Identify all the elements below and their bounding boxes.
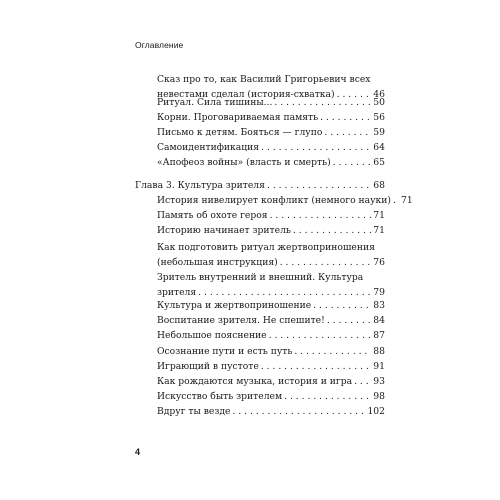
dot-leader bbox=[293, 223, 371, 238]
toc-entry-title: Как рождаются музыка, история и игра bbox=[157, 376, 353, 387]
toc-chapter-entry bbox=[135, 178, 385, 193]
toc-entry-title: зрителя bbox=[157, 287, 197, 298]
toc-entry bbox=[157, 208, 385, 223]
dot-leader bbox=[320, 110, 371, 125]
toc-entry-page: 64 bbox=[373, 142, 385, 153]
toc-entry-page: 87 bbox=[373, 330, 385, 341]
toc-entry-page: 71 bbox=[373, 210, 385, 221]
toc-entry-title: Ритуал. Сила тишины... bbox=[157, 97, 273, 108]
toc-entry-title: Корни. Проговариваемая память bbox=[157, 112, 319, 123]
toc-entry-page: 102 bbox=[367, 406, 385, 417]
toc-entry-title: Самоидентификация bbox=[157, 142, 260, 153]
toc-entry-page: 71 bbox=[401, 195, 413, 206]
toc-entry bbox=[157, 95, 385, 110]
running-head: Оглавление bbox=[135, 40, 184, 50]
toc-entry-page: 76 bbox=[373, 257, 385, 268]
toc-entry-page: 79 bbox=[373, 287, 385, 298]
toc-entry bbox=[157, 140, 385, 155]
toc-entry-page: 83 bbox=[373, 300, 385, 311]
toc-entry-page: 91 bbox=[373, 361, 385, 372]
toc-chapter-title: Глава 3. Культура зрителя bbox=[135, 180, 265, 191]
toc-entry bbox=[157, 389, 385, 404]
toc-entry-title-line: Как подготовить ритуал жертвоприношения bbox=[157, 242, 375, 253]
toc-entry bbox=[157, 155, 385, 170]
dot-leader bbox=[267, 178, 371, 193]
toc-entry bbox=[157, 374, 385, 389]
toc-entry bbox=[157, 193, 413, 208]
toc-entry-page: 56 bbox=[373, 112, 385, 123]
toc-entry bbox=[157, 298, 385, 313]
toc-entry-title-line: Сказ про то, как Василий Григорьевич всех bbox=[157, 74, 371, 85]
toc-entry bbox=[157, 240, 385, 270]
dot-leader bbox=[294, 344, 371, 359]
dot-leader bbox=[393, 193, 399, 208]
toc-entry-page: 98 bbox=[373, 391, 385, 402]
toc-entry-title: История нивелирует конфликт (немного науки) bbox=[157, 195, 391, 206]
toc-entry bbox=[157, 328, 385, 343]
toc-entry-title: Вдруг ты везде bbox=[157, 406, 231, 417]
dot-leader bbox=[324, 125, 371, 140]
toc-entry-title: Письмо к детям. Бояться — глупо bbox=[157, 127, 323, 138]
toc-entry-page: 88 bbox=[373, 346, 385, 357]
toc-entry-title: «Апофеоз войны» (власть и смерть) bbox=[157, 157, 331, 168]
toc-entry bbox=[157, 125, 385, 140]
toc-entry-page: 50 bbox=[373, 97, 385, 108]
toc-entry-page: 46 bbox=[373, 89, 385, 100]
toc-entry-title: Искусство быть зрителем bbox=[157, 391, 283, 402]
dot-leader bbox=[280, 255, 372, 270]
toc-entry bbox=[157, 313, 385, 328]
toc-entry-title: Играющий в пустоте bbox=[157, 361, 259, 372]
toc-entry-page: 59 bbox=[373, 127, 385, 138]
dot-leader bbox=[261, 140, 371, 155]
toc-entry-title: Воспитание зрителя. Не спешите! bbox=[157, 315, 325, 326]
toc-entry-page: 71 bbox=[373, 225, 385, 236]
toc-entry-title: Культура и жертвоприношение bbox=[157, 300, 312, 311]
page-number: 4 bbox=[135, 447, 141, 457]
toc-entry bbox=[157, 270, 385, 300]
toc-entry-title: невестами сделал (история-схватка) bbox=[157, 89, 335, 100]
dot-leader bbox=[327, 313, 371, 328]
toc-entry bbox=[157, 404, 385, 419]
dot-leader bbox=[333, 155, 372, 170]
toc-entry-title: (небольшая инструкция) bbox=[157, 257, 278, 268]
dot-leader bbox=[274, 95, 371, 110]
dot-leader bbox=[284, 389, 371, 404]
toc-entry-title: Историю начинает зритель bbox=[157, 225, 291, 236]
toc-entry bbox=[157, 223, 385, 238]
toc-entry bbox=[157, 359, 385, 374]
dot-leader bbox=[261, 359, 372, 374]
toc-entry-title-line: Зритель внутренний и внешний. Культура bbox=[157, 272, 364, 283]
toc-entry-page: 65 bbox=[373, 157, 385, 168]
dot-leader bbox=[270, 208, 372, 223]
toc-entry-title: Осознание пути и есть путь bbox=[157, 346, 293, 357]
toc-entry-page: 68 bbox=[373, 180, 385, 191]
toc-entry bbox=[157, 110, 385, 125]
toc-entry-page: 93 bbox=[373, 376, 385, 387]
dot-leader bbox=[232, 404, 365, 419]
toc-entry-title: Память об охоте героя bbox=[157, 210, 268, 221]
dot-leader bbox=[354, 374, 371, 389]
toc-entry-title: Небольшое пояснение bbox=[157, 330, 267, 341]
dot-leader bbox=[313, 298, 371, 313]
toc-entry-page: 84 bbox=[373, 315, 385, 326]
dot-leader bbox=[269, 328, 372, 343]
toc-entry bbox=[157, 344, 385, 359]
